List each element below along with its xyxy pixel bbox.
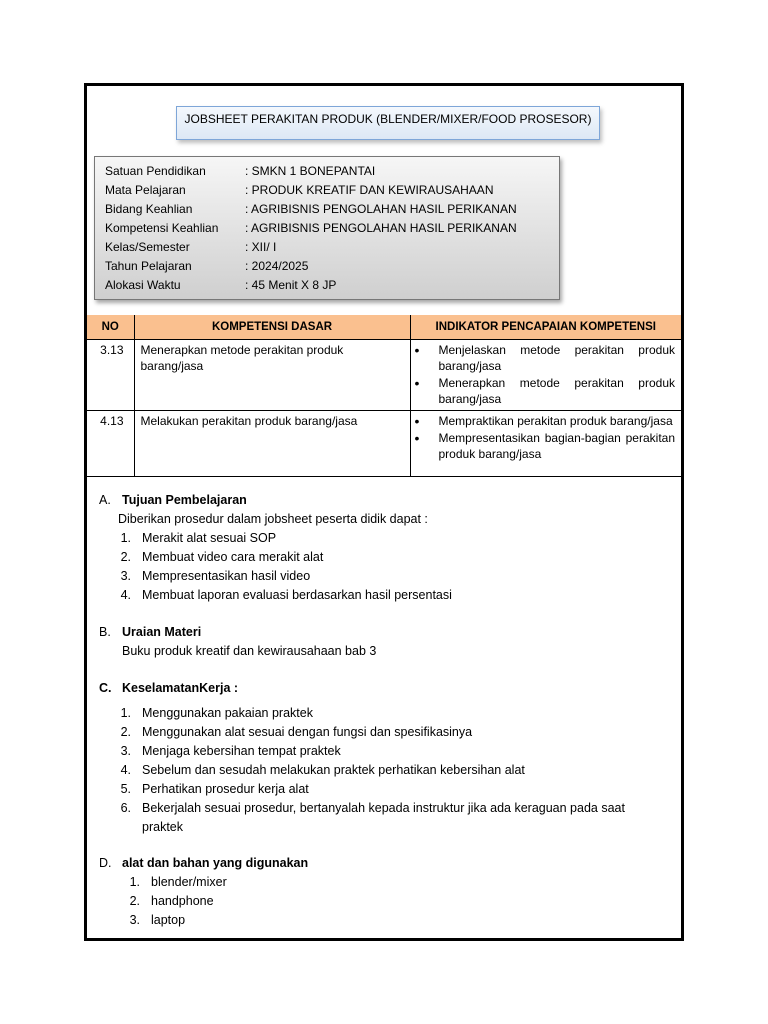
section-letter: B.: [99, 625, 111, 639]
kd-text: Melakukan perakitan produk barang/jasa: [134, 411, 410, 477]
info-row-time: [95, 276, 559, 295]
info-value: : AGRIBISNIS PENGOLAHAN HASIL PERIKANAN: [245, 202, 517, 216]
item-number: 5.: [120, 782, 131, 796]
item-text: Membuat laporan evaluasi berdasarkan hasil persentasi: [142, 588, 452, 602]
indicator-cell: [410, 340, 681, 411]
info-row-school: [95, 162, 559, 181]
item-text: Menjaga kebersihan tempat praktek: [142, 744, 341, 758]
header-kompetensi-dasar: KOMPETENSI DASAR: [134, 315, 410, 340]
section-title: Tujuan Pembelajaran: [122, 493, 247, 507]
item-number: 3.: [129, 913, 140, 927]
section-intro: Diberikan prosedur dalam jobsheet peserta didik dapat :: [118, 512, 428, 526]
indicator-item: • Mempresentasikan bagian-bagian perakitan produk barang/jasa: [439, 430, 676, 462]
info-value: : XII/ I: [245, 240, 277, 254]
section-heading: [99, 679, 669, 698]
item-number: 1.: [120, 531, 131, 545]
indicator-item: • Menerapkan metode perakitan produk barang/jasa: [439, 375, 676, 407]
info-value: : 2024/2025: [245, 259, 309, 273]
info-row-year: [95, 257, 559, 276]
kd-text: Menerapkan metode perakitan produk barang/jasa: [134, 340, 410, 411]
list-item: [99, 548, 669, 567]
item-text: Perhatikan prosedur kerja alat: [142, 782, 309, 796]
item-text: Merakit alat sesuai SOP: [142, 531, 277, 545]
item-number: 1.: [129, 875, 140, 889]
item-number: 6.: [120, 801, 131, 815]
section-heading: [99, 854, 669, 873]
list-item: [99, 892, 669, 911]
section-keselamatan: [99, 679, 669, 837]
info-value: : SMKN 1 BONEPANTAI: [245, 164, 376, 178]
info-label: Mata Pelajaran: [105, 183, 186, 197]
list-item: [99, 704, 669, 723]
table-row: [87, 340, 681, 411]
section-letter: A.: [99, 493, 111, 507]
section-text: Buku produk kreatif dan kewirausahaan bab 3: [122, 644, 377, 658]
section-tujuan: [99, 491, 669, 605]
indicator-cell: [410, 411, 681, 477]
info-value: : PRODUK KREATIF DAN KEWIRAUSAHAAN: [245, 183, 494, 197]
list-item: [99, 529, 669, 548]
list-item: [99, 911, 669, 930]
document-title: JOBSHEET PERAKITAN PRODUK (BLENDER/MIXER/FOOD PROSESOR): [176, 106, 600, 140]
info-row-subject: [95, 181, 559, 200]
item-text: Sebelum dan sesudah melakukan praktek perhatikan kebersihan alat: [142, 763, 525, 777]
list-item: [99, 799, 669, 837]
section-alat-bahan: [99, 854, 669, 930]
section-letter: D.: [99, 856, 112, 870]
info-label: Satuan Pendidikan: [105, 164, 206, 178]
list-item: [99, 723, 669, 742]
item-number: 4.: [120, 588, 131, 602]
item-number: 3.: [120, 744, 131, 758]
page-frame: [84, 83, 684, 941]
item-text: Menggunakan pakaian praktek: [142, 706, 313, 720]
list-item: [99, 780, 669, 799]
item-number: 2.: [120, 725, 131, 739]
item-text: Mempresentasikan hasil video: [142, 569, 311, 583]
info-row-field: [95, 200, 559, 219]
info-label: Kompetensi Keahlian: [105, 221, 219, 235]
item-number: 2.: [120, 550, 131, 564]
item-text: handphone: [151, 894, 214, 908]
item-number: 4.: [120, 763, 131, 777]
list-item: [99, 586, 669, 605]
section-title: Uraian Materi: [122, 625, 202, 639]
competency-table: [87, 315, 681, 477]
section-title: alat dan bahan yang digunakan: [122, 856, 309, 870]
row-number: 3.13: [87, 340, 134, 411]
item-number: 3.: [120, 569, 131, 583]
list-item: [99, 742, 669, 761]
list-item: [99, 761, 669, 780]
item-text: Bekerjalah sesuai prosedur, bertanyalah kepada instruktur jika ada keraguan pada saat praktek: [142, 801, 625, 834]
info-label: Alokasi Waktu: [105, 278, 181, 292]
section-heading: [99, 623, 669, 642]
section-title: KeselamatanKerja :: [122, 681, 239, 695]
header-no: NO: [87, 315, 134, 340]
section-letter: C.: [99, 681, 112, 695]
indicator-item: • Mempraktikan perakitan produk barang/jasa: [439, 413, 676, 429]
item-number: 1.: [120, 706, 131, 720]
row-number: 4.13: [87, 411, 134, 477]
table-row: [87, 411, 681, 477]
item-text: laptop: [151, 913, 186, 927]
item-number: 2.: [129, 894, 140, 908]
info-row-competency: [95, 219, 559, 238]
info-label: Tahun Pelajaran: [105, 259, 192, 273]
item-text: Menggunakan alat sesuai dengan fungsi dan spesifikasinya: [142, 725, 473, 739]
identity-box: [94, 156, 560, 300]
list-item: [99, 873, 669, 892]
info-value: : 45 Menit X 8 JP: [245, 278, 337, 292]
table-header-row: [87, 315, 681, 340]
section-uraian: [99, 623, 669, 661]
info-value: : AGRIBISNIS PENGOLAHAN HASIL PERIKANAN: [245, 221, 517, 235]
info-label: Kelas/Semester: [105, 240, 190, 254]
item-text: blender/mixer: [151, 875, 227, 889]
info-row-class: [95, 238, 559, 257]
list-item: [99, 567, 669, 586]
section-heading: [99, 491, 669, 510]
indicator-item: • Menjelaskan metode perakitan produk barang/jasa: [439, 342, 676, 374]
item-text: Membuat video cara merakit alat: [142, 550, 324, 564]
header-indikator: INDIKATOR PENCAPAIAN KOMPETENSI: [410, 315, 681, 340]
info-label: Bidang Keahlian: [105, 202, 193, 216]
